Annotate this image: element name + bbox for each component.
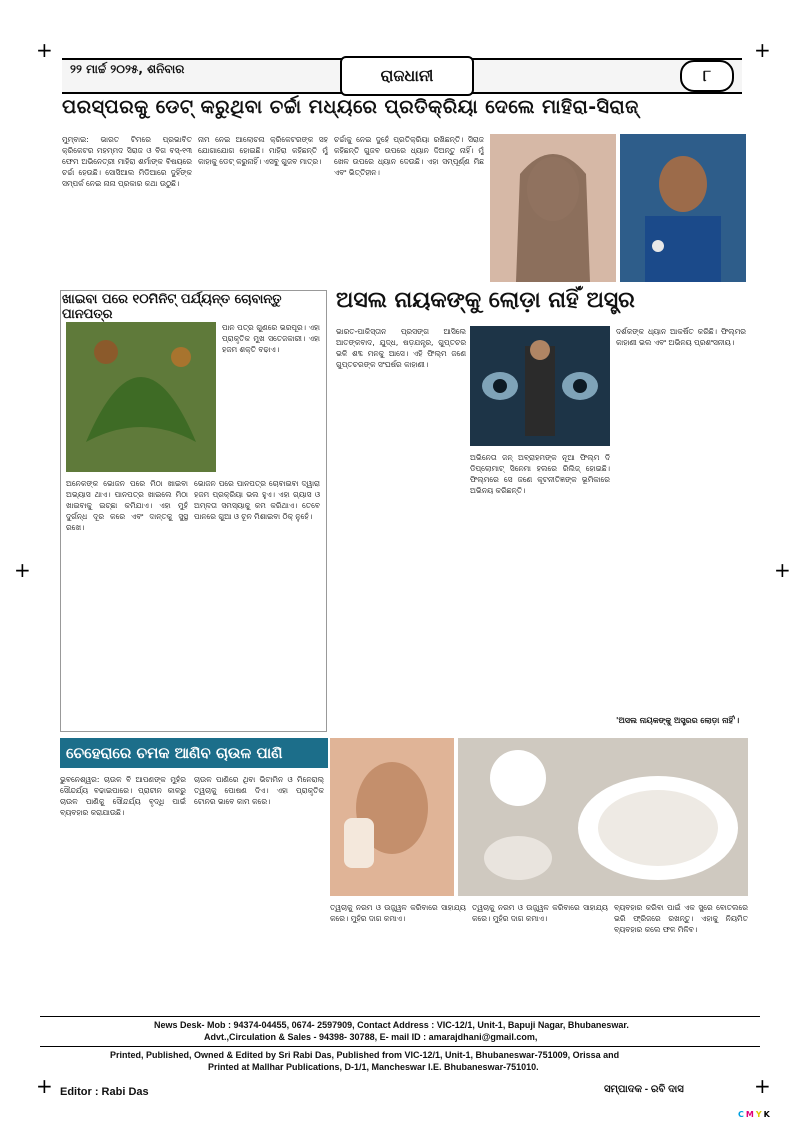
cmyk-c: C [738, 1110, 744, 1119]
story4-col1: ଭୁବନେଶ୍ୱର: ଚାଉଳ ବି ଆପଣଙ୍କ ମୁହଁର ସୌନ୍ଦର୍ଯ୍ୟ ବଢାଇପାରେ। ପ୍ରାଚୀନ କାଳରୁ ଚାଉଳ ପାଣିକୁ ସୌନ୍ଦର୍ଯ୍ୟ ବୃଦ୍ଧି ପାଇଁ ବ୍ୟବହାର କରାଯାଉଛି। [60, 775, 186, 817]
story2-col2: ଭୋଜନ ପରେ ପାନପତ୍ର ଚୋବାଇବା ଦ୍ୱାରା ହଜମ ପ୍ରକ୍ରିୟା ଭଲ ହୁଏ। ଏହା ଗ୍ୟାସ ଓ ଅମ୍ଳତା ସମସ୍ୟାକୁ କମ କରିଥାଏ। ତେବେ ପାନରେ ଗୁଆ ଓ ଚୂନ ମିଶାଇବା ଠିକ୍ ନୁହେଁ। [194, 479, 320, 521]
footer-printed-line1: Printed, Published, Owned & Edited by Sri Rabi Das, Published from VIC-12/1, Unit-1, Bhubaneswar-751009, Orissa and [110, 1050, 620, 1060]
siraj-photo [620, 134, 746, 282]
story1-headline: ପରସ୍ପରକୁ ଡେଟ୍ କରୁଥିବା ଚର୍ଚ୍ଚା ମଧ୍ୟରେ ପ୍ରତିକ୍ରିୟା ଦେଲେ ମାହିରା-ସିରାଜ୍ [62, 96, 639, 118]
story3-closing-quote: 'ଅସଲ ନାୟକଙ୍କୁ ଅସ୍ତ୍ରର ଲୋଡ଼ା ନାହିଁ'। [616, 716, 740, 725]
cmyk-y: Y [755, 1110, 762, 1119]
story3-col2: ଅଭିନେତା ଜନ୍ ଅବ୍ରାହମଙ୍କ ନୂଆ ଫିଲ୍ମ ଦି ଡିପ୍ଲୋମାଟ୍ ସିନେମା ହଲରେ ରିଲିଜ୍ ହୋଇଛି। ଫିଲ୍ମରେ ସେ ଜଣେ କୂଟନୀତିଜ୍ଞଙ୍କ ଭୂମିକାରେ ଅଭିନୟ କରିଛନ୍ତି। [470, 453, 610, 495]
woman-skincare-photo [330, 738, 454, 896]
crop-mark: + [36, 1074, 53, 1098]
story3-col1: ଭାରତ-ପାକିସ୍ତାନ ପ୍ରସଙ୍ଗ ଆସିଲେ ଆତଙ୍କବାଦ, ଯୁଦ୍ଧ, ଷଡ଼ଯନ୍ତ୍ର, ଗୁପ୍ତଚର ଭଳି ଶବ୍ଦ ମନକୁ ଆସେ। ଏହି ଫିଲ୍ମ ଜଣେ ଗୁପ୍ତଚରଙ୍କ ସଂଘର୍ଷର କାହାଣୀ। [336, 327, 466, 369]
crop-mark: + [36, 38, 53, 62]
story4-col3b: ତ୍ୱଚାକୁ ନରମ ଓ ଉଜ୍ଜ୍ୱଳ କରିବାରେ ସାହାଯ୍ୟ କରେ। ମୁହଁର ଦାଗ କମାଏ। [472, 903, 608, 923]
footer-divider [40, 1016, 760, 1017]
cmyk-registration [737, 1110, 771, 1119]
footer-editor-odia: ସମ୍ପାଦକ - ରବି ଦାସ [604, 1084, 684, 1095]
story4-col2: ଚାଉଳ ପାଣିରେ ଥିବା ଭିଟାମିନ ଓ ମିନେରାଲ୍ ତ୍ୱଚାକୁ ପୋଷଣ ଦିଏ। ଏହା ପ୍ରାକୃତିକ ଟୋନର ଭାବେ କାମ କରେ। [194, 775, 324, 806]
footer-divider [40, 1046, 760, 1047]
rice-bowl-icon [458, 738, 748, 896]
crop-mark: + [14, 558, 31, 582]
crop-mark: + [774, 558, 791, 582]
eyes-poster-icon [470, 326, 610, 446]
story2-headline: ଖାଇବା ପରେ ୧୦ମିନିଟ୍ ପର୍ଯ୍ୟନ୍ତ ଚୋବାନ୍ତୁ ପାନପତ୍ର [62, 292, 282, 322]
story3-headline: ଅସଲ ନାୟକଙ୍କୁ ଲୋଡ଼ା ନାହିଁ ଅସ୍ତ୍ର [336, 288, 635, 313]
rice-water-photo [458, 738, 748, 896]
issue-date: ୨୨ ମାର୍ଚ୍ଚ ୨୦୨୫, ଶନିବାର [70, 62, 185, 76]
face-icon [330, 738, 454, 896]
crop-mark: + [754, 1074, 771, 1098]
story1-col1: ମୁମ୍ବାଇ: ଭାରତ ଟିମରେ ପ୍ରଭାବିତ କ୍ରିକେଟର ମହମ୍ମଦ ସିରାଜ ଓ ବିଗ ବସ୍-୧୩ ଫେମ ଅଭିନେତ୍ରୀ ମାହିରା ଶର୍ମାଙ୍କ ବିଷୟରେ ଚର୍ଚ୍ଚା ହେଉଛି। ସୋସିଆଲ ମିଡିଆରେ ଦୁହିଁଙ୍କ ସମ୍ପର୍କ ନେଇ ନାନା ପ୍ରକାର କଥା ଉଠୁଛି। [62, 135, 192, 188]
mahira-photo [490, 134, 616, 282]
betel-leaf-icon [66, 322, 216, 472]
footer-news-desk: News Desk- Mob : 94374-04455, 0674- 2597909, Contact Address : VIC-12/1, Unit-1, Bapuji Nagar, Bhubaneswar. [154, 1020, 629, 1030]
footer-printed-line2: Printed at Mallhar Publications, D-1/1, Mancheswar I.E. Bhubaneswar-751010. [208, 1062, 539, 1072]
story3-col3: ଦର୍ଶକଙ୍କ ଧ୍ୟାନ ଆକର୍ଷିତ କରିଛି। ଫିଲ୍ମର କାହାଣୀ ଭଲ ଏବଂ ଅଭିନୟ ପ୍ରଶଂସନୀୟ। [616, 327, 746, 347]
cmyk-m: M [745, 1110, 754, 1119]
story4-headline: ଚେହେରାରେ ଚମକ ଆଣିବ ଚାଉଳ ପାଣି [60, 738, 328, 768]
betel-leaf-photo [66, 322, 216, 472]
story1-col3: ଚର୍ଚ୍ଚାକୁ ନେଇ ଦୁହେଁ ପ୍ରତିକ୍ରିୟା ରଖିଛନ୍ତି। ସିରାଜ କହିଛନ୍ତି ଗୁଜବ ଉପରେ ଧ୍ୟାନ ଦିଅନ୍ତୁ ନାହିଁ। ମୁଁ ଖେଳ ଉପରେ ଧ୍ୟାନ ଦେଉଛି। ଏହା ସମ୍ପୂର୍ଣ୍ଣ ମିଛ ଏବଂ ଭିତ୍ତିହୀନ। [334, 135, 484, 177]
diplomat-photo [470, 326, 610, 446]
cmyk-k: K [763, 1110, 770, 1119]
woman-portrait-icon [490, 134, 616, 282]
cricketer-portrait-icon [620, 134, 746, 282]
footer-editor: Editor : Rabi Das [60, 1086, 149, 1098]
story2-col1: ଅନେକଙ୍କ ଭୋଜନ ପରେ ମିଠା ଖାଇବା ଅଭ୍ୟାସ ଥାଏ। ପାନପତ୍ର ଖାଇଲେ ମିଠା ଖାଇବାକୁ ଇଚ୍ଛା କମିଯାଏ। ଏହା ମୁହଁ ଦୁର୍ଗନ୍ଧ ଦୂର କରେ ଏବଂ ଦାନ୍ତକୁ ସୁସ୍ଥ ରଖେ। [66, 479, 188, 532]
crop-mark: + [754, 38, 771, 62]
masthead-logo: ରାଜଧାନୀ [340, 56, 474, 96]
story4-col4: ବ୍ୟବହାର କରିବା ପାଇଁ ଏକ ସ୍ପ୍ରେ ବୋତଲରେ ଭରି ଫ୍ରିଜରେ ରଖନ୍ତୁ। ଏହାକୁ ନିୟମିତ ବ୍ୟବହାର କଲେ ଫଳ ମିଳିବ। [614, 903, 748, 934]
story2-text-right: ପାନ ପତ୍ର ଗୁଣରେ ଭରପୂର। ଏହା ପ୍ରାକୃତିକ ମୁଖ ସତେଜକାରୀ। ଏହା ହଜମ ଶକ୍ତି ବଢାଏ। [222, 323, 320, 354]
page-number: ୮ [680, 60, 734, 92]
story1-col2: ନାମ ନେଇ ଆଲୋଚନା କ୍ରିକେଟରଙ୍କ ସହ ଯୋଗାଯୋଗ ହୋଇଛି। ମାହିରା କହିଛନ୍ତି ମୁଁ କାହାକୁ ଡେଟ୍ କରୁନାହିଁ। ଏସବୁ ଗୁଜବ ମାତ୍ର। [198, 135, 328, 166]
footer-advt: Advt.,Circulation & Sales - 94398- 30788, E- mail ID : amarajdhani@gmail.com, [204, 1032, 538, 1042]
story4-col3: ତ୍ୱଚାକୁ ନରମ ଓ ଉଜ୍ଜ୍ୱଳ କରିବାରେ ସାହାଯ୍ୟ କରେ। ମୁହଁର ଦାଗ କମାଏ। [330, 903, 466, 923]
